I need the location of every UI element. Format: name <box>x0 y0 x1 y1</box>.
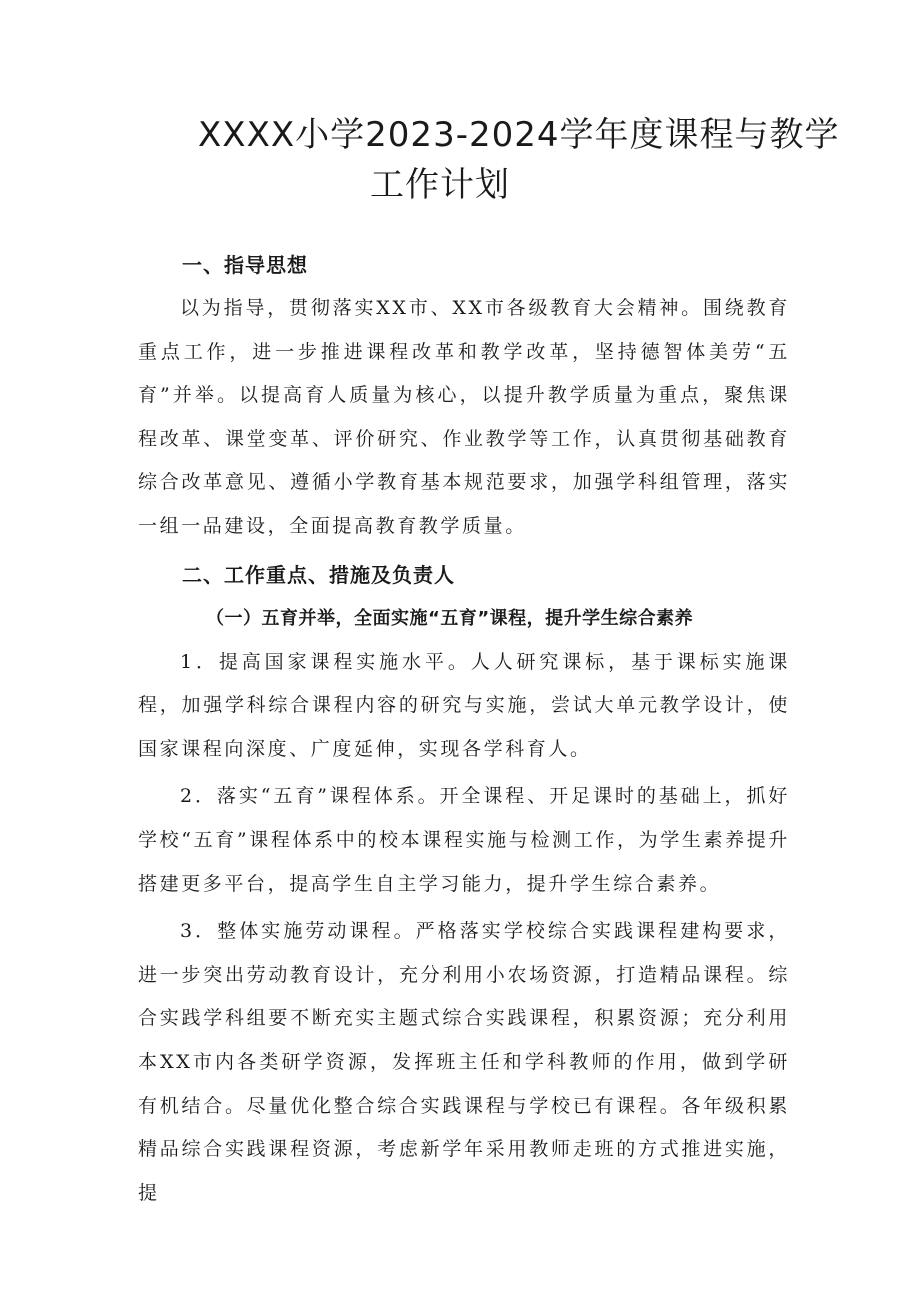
document-title <box>198 110 840 210</box>
subsection-heading-five-education: （一）五育并举，全面实施“五育”课程，提升学生综合素养 <box>206 607 694 629</box>
section-heading-work-focus: 二、工作重点、措施及负责人 <box>182 562 455 587</box>
title-line-1: XXXX小学2023-2024学年度课程与教学 <box>198 115 840 155</box>
section-heading-guiding-ideology: 一、指导思想 <box>182 253 308 277</box>
paragraph-guiding-ideology: 以为指导，贯彻落实XX市、XX市各级教育大会精神。围绕教育重点工作，进一步推进课程改革和教学改革，坚持德智体美劳“五育”并举。以提高育人质量为核心，以提升教学质量为重点，聚焦课程改革、课堂变革、评价研究、作业教学等工作，认真贯彻基础教育综合改革意见、遵循小学教育基本规范要求，加强学科组管理，落实一组一品建设，全面提高教育教学质量。 <box>138 297 790 537</box>
title-line-2: 工作计划 <box>370 165 510 205</box>
paragraph-item-2: 2．落实“五育”课程体系。开全课程、开足课时的基础上，抓好学校“五育”课程体系中的校本课程实施与检测工作，为学生素养提升搭建更多平台，提高学生自主学习能力，提升学生综合素养。 <box>138 785 790 895</box>
document-body <box>138 243 790 1215</box>
paragraph-item-1: 1．提高国家课程实施水平。人人研究课标，基于课标实施课程，加强学科综合课程内容的研究与实施，尝试大单元教学设计，使国家课程向深度、广度延伸，实现各学科育人。 <box>138 650 790 760</box>
paragraph-item-3: 3．整体实施劳动课程。严格落实学校综合实践课程建构要求，进一步突出劳动教育设计，充分利用小农场资源，打造精品课程。综合实践学科组要不断充实主题式综合实践课程，积累资源；充分利用本XX市内各类研学资源，发挥班主任和学科教师的作用，做到学研有机结合。尽量优化整合综合实践课程与学校已有课程。各年级积累精品综合实践课程资源，考虑新学年采用教师走班的方式推进实施，提 <box>138 920 790 1204</box>
